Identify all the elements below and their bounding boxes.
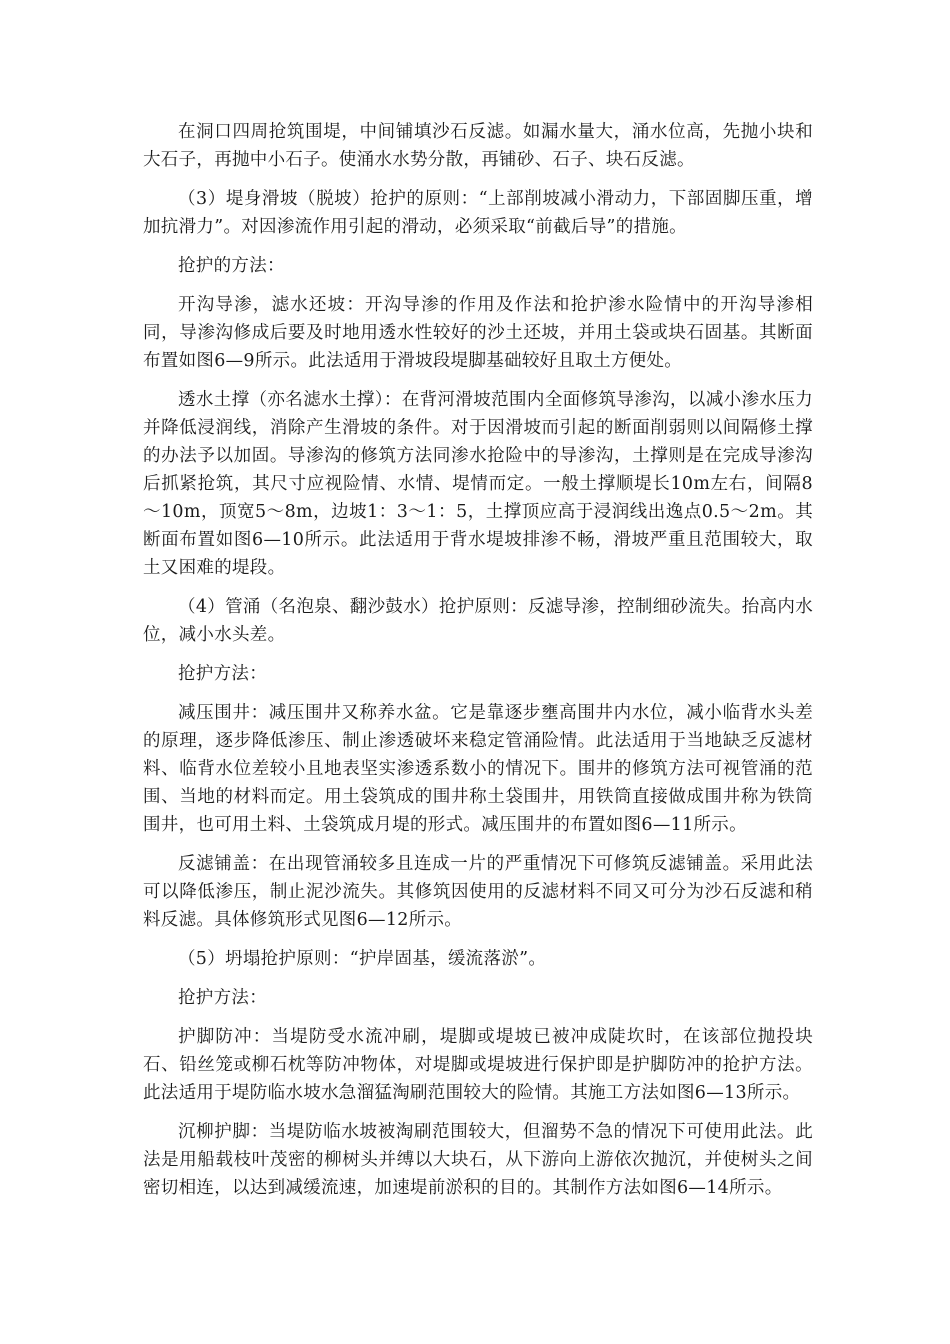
paragraph: 沉柳护脚：当堤防临水坡被淘刷范围较大，但溜势不急的情况下可使用此法。此法是用船载枝叶茂密的柳树头并缚以大块石，从下游向上游依次抛沉，并使树头之间密切相连，以达到减缓流速，加速堤前淤积的目的。其制作方法如图6—14所示。 [143, 1122, 813, 1198]
paragraph: （5）坍塌抢护原则：“护岸固基，缓流落淤”。 [178, 949, 547, 969]
paragraph: 在洞口四周抢筑围堤，中间铺填沙石反滤。如漏水量大，涌水位高，先抛小块和大石子，再抛中小石子。使涌水水势分散，再铺砂、石子、块石反滤。 [143, 122, 813, 170]
paragraph: 抢护的方法： [178, 256, 285, 276]
paragraph: 减压围井：减压围井又称养水盆。它是靠逐步壅高围井内水位，减小临背水头差的原理，逐步降低渗压、制止渗透破坏来稳定管涌险情。此法适用于当地缺乏反滤材料、临背水位差较小且地表坚实渗透系数小的情况下。围井的修筑方法可视管涌的范围、当地的材料而定。用土袋筑成的围井称土袋围井，用铁筒直接做成围井称为铁筒围井，也可用土料、土袋筑成月堤的形式。减压围井的布置如图6—11所示。 [143, 703, 813, 835]
paragraph: （4）管涌（名泡泉、翻沙鼓水）抢护原则：反滤导渗，控制细砂流失。抬高内水位，减小水头差。 [143, 597, 813, 645]
paragraph: （3）堤身滑坡（脱坡）抢护的原则：“上部削坡减小滑动力，下部固脚压重，增加抗滑力”。对因渗流作用引起的滑动，必须采取“前截后导”的措施。 [143, 189, 813, 237]
paragraph: 透水土撑（亦名滤水土撑）：在背河滑坡范围内全面修筑导渗沟，以减小渗水压力并降低浸润线，消除产生滑坡的条件。对于因滑坡而引起的断面削弱则以间隔修土撑的办法予以加固。导渗沟的修筑方法同渗水抢险中的导渗沟，土撑则是在完成导渗沟后抓紧抢筑，其尺寸应视险情、水情、堤情而定。一般土撑顺堤长10m左右，间隔8～10m，顶宽5～8m，边坡1：3～1：5，土撑顶应高于浸润线出逸点0.5～2m。其断面布置如图6—10所示。此法适用于背水堤坡排渗不畅，滑坡严重且范围较大，取土又困难的堤段。 [143, 390, 813, 578]
paragraph: 反滤铺盖：在出现管涌较多且连成一片的严重情况下可修筑反滤铺盖。采用此法可以降低渗压，制止泥沙流失。其修筑因使用的反滤材料不同又可分为沙石反滤和稍料反滤。具体修筑形式见图6—12所示。 [143, 854, 813, 930]
paragraph: 抢护方法： [178, 988, 267, 1008]
document-body [143, 118, 813, 1213]
paragraph: 护脚防冲：当堤防受水流冲刷，堤脚或堤坡已被冲成陡坎时，在该部位抛投块石、铅丝笼或柳石枕等防冲物体，对堤脚或堤坡进行保护即是护脚防冲的抢护方法。此法适用于堤防临水坡水急溜猛淘刷范围较大的险情。其施工方法如图6—13所示。 [143, 1027, 813, 1103]
paragraph: 开沟导渗，滤水还坡：开沟导渗的作用及作法和抢护渗水险情中的开沟导渗相同，导渗沟修成后要及时地用透水性较好的沙土还坡，并用土袋或块石固基。其断面布置如图6—9所示。此法适用于滑坡段堤脚基础较好且取土方便处。 [143, 295, 813, 371]
paragraph: 抢护方法： [178, 664, 267, 684]
